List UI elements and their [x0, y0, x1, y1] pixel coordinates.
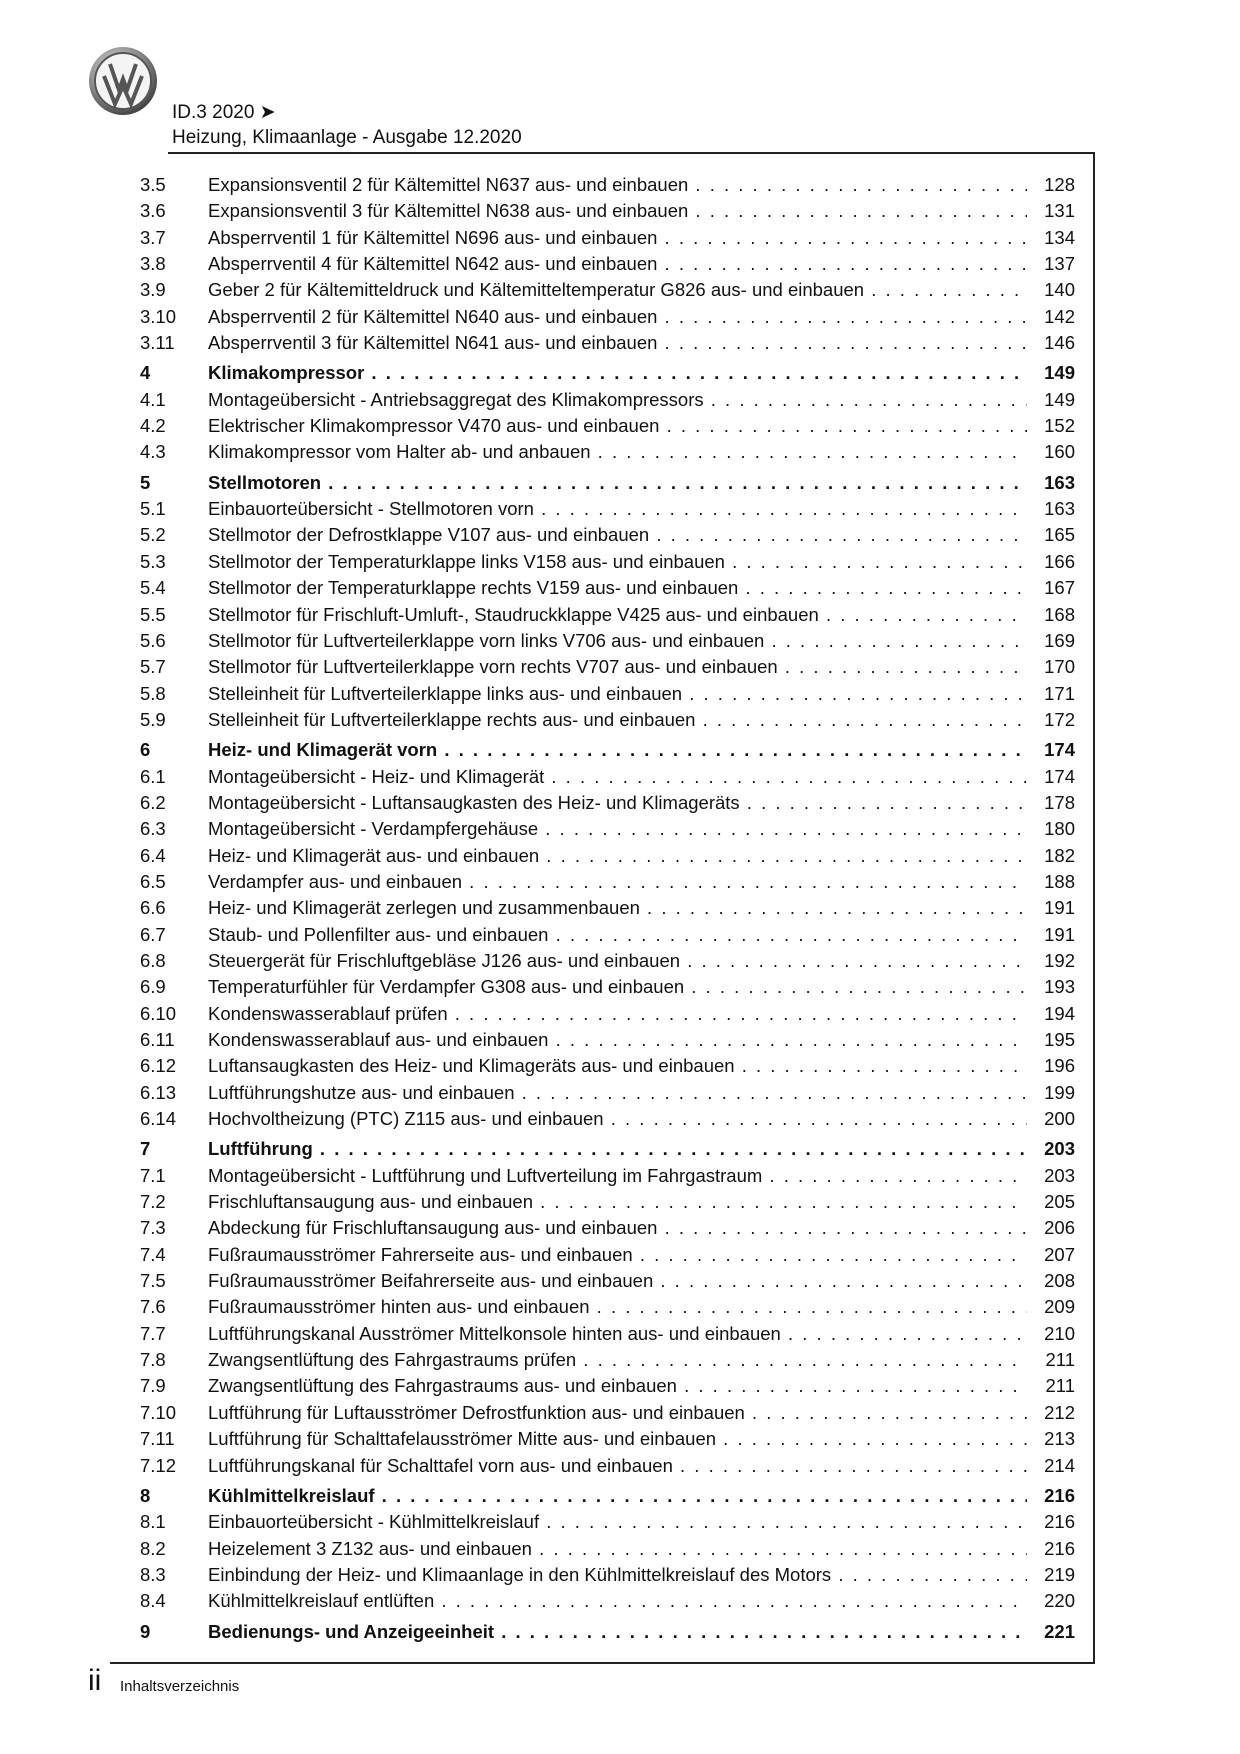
- toc-entry-page: 199: [1044, 1081, 1075, 1103]
- toc-entry-title: Stellmotoren . . .: [208, 470, 1027, 496]
- page-number: ii: [88, 1664, 102, 1697]
- toc-entry-page: 208: [1044, 1270, 1075, 1292]
- toc-entry-number: 7.7: [140, 1322, 166, 1344]
- toc-entry-title: Montageübersicht - Luftansaugkasten des Heiz- und Klimageräts . . .: [208, 790, 1027, 816]
- toc-entry-page: 221: [1044, 1620, 1075, 1642]
- toc-entry-row[interactable]: [140, 277, 1095, 303]
- toc-entry-number: 3.9: [140, 279, 166, 301]
- toc-entry-page: 152: [1044, 415, 1075, 437]
- toc-section-row[interactable]: [140, 470, 1095, 496]
- toc-entry-title: Montageübersicht - Luftführung und Luftverteilung im Fahrgastraum . . .: [208, 1163, 1027, 1189]
- toc-entry-row[interactable]: [140, 628, 1095, 654]
- toc-entry-row[interactable]: [140, 1509, 1095, 1535]
- toc-entry-row[interactable]: [140, 1027, 1095, 1053]
- toc-entry-title: Stellmotor der Temperaturklappe rechts V159 aus- und einbauen . . .: [208, 575, 1027, 601]
- toc-entry-row[interactable]: [140, 1053, 1095, 1079]
- toc-entry-page: 149: [1044, 362, 1075, 384]
- toc-entry-number: 7.3: [140, 1217, 166, 1239]
- toc-entry-title: Stelleinheit für Luftverteilerklappe links aus- und einbauen . . .: [208, 681, 1027, 707]
- toc-entry-row[interactable]: [140, 764, 1095, 790]
- toc-entry-page: 172: [1044, 708, 1075, 730]
- toc-entry-page: 191: [1044, 923, 1075, 945]
- toc-entry-page: 214: [1044, 1454, 1075, 1476]
- toc-entry-number: 7.12: [140, 1454, 177, 1476]
- toc-entry-title: Stellmotor für Luftverteilerklappe vorn links V706 aus- und einbauen . . .: [208, 628, 1027, 654]
- toc-entry-row[interactable]: [140, 681, 1095, 707]
- toc-entry-title: Klimakompressor . . .: [208, 360, 1027, 386]
- vw-logo-icon: [88, 46, 158, 116]
- toc-entry-number: 8.3: [140, 1563, 166, 1585]
- toc-entry-row[interactable]: [140, 1453, 1095, 1479]
- toc-entry-title: Expansionsventil 2 für Kältemittel N637 aus- und einbauen . . .: [208, 172, 1027, 198]
- toc-entry-title: Stellmotor der Defrostklappe V107 aus- und einbauen . . .: [208, 522, 1027, 548]
- toc-entry-title: Einbauorteübersicht - Stellmotoren vorn . . .: [208, 496, 1027, 522]
- toc-entry-row[interactable]: [140, 1001, 1095, 1027]
- toc-entry-page: 171: [1044, 682, 1075, 704]
- toc-entry-title: Steuergerät für Frischluftgebläse J126 aus- und einbauen . . .: [208, 948, 1027, 974]
- toc-entry-title: Einbauorteübersicht - Kühlmittelkreislauf . . .: [208, 1509, 1027, 1535]
- toc-entry-page: 169: [1044, 629, 1075, 651]
- toc-entry-page: 216: [1044, 1484, 1075, 1506]
- toc-entry-row[interactable]: [140, 439, 1095, 465]
- toc-entry-page: 160: [1044, 441, 1075, 463]
- toc-entry-number: 5.3: [140, 550, 166, 572]
- toc-entry-title: Absperrventil 4 für Kältemittel N642 aus- und einbauen . . .: [208, 251, 1027, 277]
- toc-entry-row[interactable]: [140, 1189, 1095, 1215]
- toc-entry-page: 131: [1044, 200, 1075, 222]
- toc-entry-row[interactable]: [140, 1321, 1095, 1347]
- toc-entry-number: 6.2: [140, 791, 166, 813]
- toc-entry-row[interactable]: [140, 1294, 1095, 1320]
- toc-entry-page: 134: [1044, 226, 1075, 248]
- toc-entry-row[interactable]: [140, 1588, 1095, 1614]
- toc-entry-page: 216: [1044, 1537, 1075, 1559]
- toc-entry-row[interactable]: [140, 225, 1095, 251]
- toc-entry-row[interactable]: [140, 869, 1095, 895]
- toc-entry-row[interactable]: [140, 1536, 1095, 1562]
- toc-entry-title: Luftführungskanal für Schalttafel vorn aus- und einbauen . . .: [208, 1453, 1027, 1479]
- toc-entry-number: 5.1: [140, 498, 166, 520]
- toc-entry-row[interactable]: [140, 172, 1095, 198]
- toc-entry-row[interactable]: [140, 948, 1095, 974]
- toc-entry-row[interactable]: [140, 387, 1095, 413]
- toc-entry-row[interactable]: [140, 1347, 1095, 1373]
- toc-entry-page: 128: [1044, 174, 1075, 195]
- toc-entry-page: 188: [1044, 870, 1075, 892]
- toc-entry-row[interactable]: [140, 1242, 1095, 1268]
- footer-label: Inhaltsverzeichnis: [120, 1678, 240, 1695]
- toc-entry-number: 5.4: [140, 577, 166, 599]
- toc-entry-row[interactable]: [140, 974, 1095, 1000]
- toc-entry-row[interactable]: [140, 1163, 1095, 1189]
- toc-entry-number: 6.8: [140, 949, 166, 971]
- toc-entry-row[interactable]: [140, 707, 1095, 733]
- toc-entry-title: Luftführung für Schalttafelausströmer Mitte aus- und einbauen . . .: [208, 1426, 1027, 1452]
- toc-entry-number: 6.5: [140, 870, 166, 892]
- toc-entry-title: Montageübersicht - Heiz- und Klimagerät . . .: [208, 764, 1027, 790]
- toc-entry-number: 6: [140, 739, 151, 761]
- toc-entry-title: Verdampfer aus- und einbauen . . .: [208, 869, 1027, 895]
- toc-entry-number: 6.3: [140, 818, 166, 840]
- toc-entry-page: 149: [1044, 388, 1075, 410]
- toc-entry-title: Klimakompressor vom Halter ab- und anbauen . . .: [208, 439, 1027, 465]
- toc-entry-page: 192: [1044, 949, 1075, 971]
- toc-entry-row[interactable]: [140, 1400, 1095, 1426]
- toc-entry-title: Fußraumausströmer Beifahrerseite aus- und einbauen . . .: [208, 1268, 1027, 1294]
- toc-entry-title: Einbindung der Heiz- und Klimaanlage in den Kühlmittelkreislauf des Motors . . .: [208, 1562, 1027, 1588]
- toc-section-row[interactable]: [140, 1483, 1095, 1509]
- toc-entry-number: 7.1: [140, 1164, 166, 1186]
- toc-entry-page: 163: [1044, 471, 1075, 493]
- toc-entry-title: Absperrventil 2 für Kältemittel N640 aus- und einbauen . . .: [208, 304, 1027, 330]
- toc-entry-page: 163: [1044, 498, 1075, 520]
- toc-entry-number: 8: [140, 1484, 151, 1506]
- toc-entry-title: Geber 2 für Kältemitteldruck und Kältemitteltemperatur G826 aus- und einbauen . . .: [208, 277, 1027, 303]
- toc-entry-row[interactable]: [140, 922, 1095, 948]
- toc-entry-page: 166: [1044, 550, 1075, 572]
- toc-entry-number: 6.12: [140, 1055, 177, 1077]
- toc-entry-number: 4.2: [140, 415, 166, 437]
- toc-entry-page: 220: [1044, 1590, 1075, 1612]
- toc-entry-page: 137: [1044, 253, 1075, 275]
- toc-entry-number: 8.2: [140, 1537, 166, 1559]
- toc-entry-number: 6.9: [140, 976, 166, 998]
- document-title: ID.3 2020 ➤: [172, 102, 276, 123]
- toc-entry-page: 170: [1044, 656, 1075, 678]
- toc-entry-title: Luftführung für Luftausströmer Defrostfunktion aus- und einbauen . . .: [208, 1400, 1027, 1426]
- toc-entry-row[interactable]: [140, 1215, 1095, 1241]
- toc-entry-number: 3.11: [140, 332, 175, 354]
- toc-entry-row[interactable]: [140, 895, 1095, 921]
- toc-entry-title: Absperrventil 3 für Kältemittel N641 aus- und einbauen . . .: [208, 330, 1027, 356]
- toc-entry-row[interactable]: [140, 496, 1095, 522]
- toc-entry-title: Kühlmittelkreislauf . . .: [208, 1483, 1027, 1509]
- toc-entry-title: Montageübersicht - Antriebsaggregat des Klimakompressors . . .: [208, 387, 1027, 413]
- toc-entry-number: 5.5: [140, 603, 166, 625]
- toc-entry-row[interactable]: [140, 790, 1095, 816]
- toc-entry-page: 196: [1044, 1055, 1075, 1077]
- toc-entry-row[interactable]: [140, 575, 1095, 601]
- toc-entry-title: Absperrventil 1 für Kältemittel N696 aus- und einbauen . . .: [208, 225, 1027, 251]
- toc-entry-title: Luftführungskanal Ausströmer Mittelkonsole hinten aus- und einbauen . . .: [208, 1321, 1027, 1347]
- table-of-contents: [140, 172, 1095, 1645]
- toc-section-row[interactable]: [140, 1136, 1095, 1162]
- toc-entry-number: 9: [140, 1620, 151, 1642]
- toc-entry-number: 7: [140, 1138, 151, 1160]
- toc-entry-page: 142: [1044, 305, 1075, 327]
- toc-entry-number: 8.4: [140, 1590, 166, 1612]
- toc-entry-number: 7.8: [140, 1349, 166, 1371]
- toc-entry-row[interactable]: [140, 816, 1095, 842]
- toc-entry-title: Stellmotor für Frischluft-Umluft-, Staudruckklappe V425 aus- und einbauen . . .: [208, 602, 1027, 628]
- toc-entry-title: Zwangsentlüftung des Fahrgastraums prüfen . . .: [208, 1347, 1027, 1373]
- toc-entry-title: Staub- und Pollenfilter aus- und einbauen . . .: [208, 922, 1027, 948]
- toc-entry-title: Kühlmittelkreislauf entlüften . . .: [208, 1588, 1027, 1614]
- toc-entry-row[interactable]: [140, 251, 1095, 277]
- toc-entry-number: 3.10: [140, 305, 177, 327]
- toc-entry-title: Elektrischer Klimakompressor V470 aus- und einbauen . . .: [208, 413, 1027, 439]
- toc-entry-number: 6.10: [140, 1002, 177, 1024]
- toc-entry-title: Abdeckung für Frischluftansaugung aus- und einbauen . . .: [208, 1215, 1027, 1241]
- toc-entry-page: 206: [1044, 1217, 1075, 1239]
- toc-entry-row[interactable]: [140, 1080, 1095, 1106]
- toc-entry-title: Heiz- und Klimagerät aus- und einbauen . . .: [208, 843, 1027, 869]
- toc-entry-page: 191: [1044, 897, 1075, 919]
- toc-entry-title: Montageübersicht - Verdampfergehäuse . . .: [208, 816, 1027, 842]
- toc-entry-number: 5.8: [140, 682, 166, 704]
- toc-entry-title: Luftansaugkasten des Heiz- und Klimageräts aus- und einbauen . . .: [208, 1053, 1027, 1079]
- toc-entry-number: 7.9: [140, 1375, 166, 1397]
- toc-entry-page: 193: [1044, 976, 1075, 998]
- toc-entry-title: Temperaturfühler für Verdampfer G308 aus- und einbauen . . .: [208, 974, 1027, 1000]
- toc-entry-number: 5: [140, 471, 151, 493]
- toc-entry-number: 5.9: [140, 708, 166, 730]
- toc-entry-number: 7.10: [140, 1401, 177, 1423]
- toc-entry-page: 210: [1044, 1322, 1075, 1344]
- toc-entry-title: Zwangsentlüftung des Fahrgastraums aus- und einbauen . . .: [208, 1373, 1027, 1399]
- toc-entry-title: Frischluftansaugung aus- und einbauen . . .: [208, 1189, 1027, 1215]
- toc-entry-number: 7.4: [140, 1243, 166, 1265]
- toc-entry-title: Stellmotor der Temperaturklappe links V158 aus- und einbauen . . .: [208, 549, 1027, 575]
- toc-entry-number: 3.6: [140, 200, 166, 222]
- header-rule: [168, 152, 1095, 154]
- toc-entry-page: 203: [1044, 1138, 1075, 1160]
- toc-entry-row[interactable]: [140, 1426, 1095, 1452]
- toc-entry-page: 211: [1045, 1349, 1075, 1371]
- toc-entry-page: 194: [1044, 1002, 1075, 1024]
- toc-entry-page: 168: [1044, 603, 1075, 625]
- toc-entry-number: 5.7: [140, 656, 166, 678]
- toc-entry-title: Bedienungs- und Anzeigeeinheit . . .: [208, 1619, 1027, 1645]
- toc-entry-title: Heiz- und Klimagerät zerlegen und zusammenbauen . . .: [208, 895, 1027, 921]
- toc-entry-title: Kondenswasserablauf prüfen . . .: [208, 1001, 1027, 1027]
- toc-entry-number: 6.11: [140, 1029, 175, 1050]
- toc-entry-row[interactable]: [140, 198, 1095, 224]
- toc-entry-number: 6.4: [140, 844, 166, 866]
- toc-entry-title: Stellmotor für Luftverteilerklappe vorn rechts V707 aus- und einbauen . . .: [208, 654, 1027, 680]
- toc-entry-page: 212: [1044, 1401, 1075, 1423]
- toc-entry-row[interactable]: [140, 522, 1095, 548]
- toc-entry-number: 4.1: [140, 388, 166, 410]
- document-subtitle: Heizung, Klimaanlage - Ausgabe 12.2020: [172, 127, 522, 148]
- toc-entry-title: Fußraumausströmer Fahrerseite aus- und einbauen . . .: [208, 1242, 1027, 1268]
- toc-entry-number: 6.7: [140, 923, 166, 945]
- toc-entry-page: 178: [1044, 791, 1075, 813]
- toc-entry-row[interactable]: [140, 304, 1095, 330]
- toc-entry-number: 7.6: [140, 1296, 166, 1318]
- toc-entry-row[interactable]: [140, 413, 1095, 439]
- toc-entry-page: 209: [1044, 1296, 1075, 1318]
- toc-entry-number: 4.3: [140, 441, 166, 463]
- toc-entry-number: 5.2: [140, 524, 166, 546]
- toc-entry-number: 7.11: [140, 1428, 175, 1450]
- toc-entry-number: 8.1: [140, 1511, 166, 1533]
- toc-entry-page: 203: [1044, 1164, 1075, 1186]
- toc-entry-title: Luftführung . . .: [208, 1136, 1027, 1162]
- toc-entry-number: 6.13: [140, 1081, 177, 1103]
- toc-entry-number: 6.6: [140, 897, 166, 919]
- toc-entry-title: Hochvoltheizung (PTC) Z115 aus- und einbauen . . .: [208, 1106, 1027, 1132]
- toc-entry-number: 5.6: [140, 629, 166, 651]
- toc-entry-page: 205: [1044, 1191, 1075, 1213]
- toc-entry-row[interactable]: [140, 843, 1095, 869]
- toc-entry-page: 216: [1044, 1511, 1075, 1533]
- toc-entry-page: 200: [1044, 1108, 1075, 1130]
- toc-entry-title: Luftführungshutze aus- und einbauen . . .: [208, 1080, 1027, 1106]
- toc-entry-page: 182: [1044, 844, 1075, 866]
- toc-entry-row[interactable]: [140, 602, 1095, 628]
- toc-entry-page: 146: [1044, 332, 1075, 354]
- toc-entry-number: 3.8: [140, 253, 166, 275]
- toc-entry-number: 3.5: [140, 174, 166, 195]
- toc-entry-page: 219: [1044, 1563, 1075, 1585]
- toc-entry-title: Heiz- und Klimagerät vorn . . .: [208, 737, 1027, 763]
- toc-entry-number: 6.14: [140, 1108, 177, 1130]
- toc-entry-row[interactable]: [140, 549, 1095, 575]
- footer-rule: [110, 1662, 1095, 1664]
- toc-entry-number: 3.7: [140, 226, 166, 248]
- toc-entry-row[interactable]: [140, 1562, 1095, 1588]
- toc-entry-number: 6.1: [140, 765, 166, 787]
- toc-section-row[interactable]: [140, 1619, 1095, 1645]
- toc-entry-title: Fußraumausströmer hinten aus- und einbauen . . .: [208, 1294, 1027, 1320]
- toc-entry-page: 167: [1044, 577, 1075, 599]
- toc-entry-page: 140: [1044, 279, 1075, 301]
- toc-entry-page: 213: [1044, 1428, 1075, 1450]
- toc-entry-row[interactable]: [140, 1106, 1095, 1132]
- toc-entry-page: 165: [1044, 524, 1075, 546]
- toc-entry-row[interactable]: [140, 330, 1095, 356]
- toc-entry-page: 207: [1044, 1243, 1075, 1265]
- toc-entry-page: 174: [1044, 739, 1075, 761]
- toc-entry-title: Stelleinheit für Luftverteilerklappe rechts aus- und einbauen . . .: [208, 707, 1027, 733]
- toc-entry-title: Kondenswasserablauf aus- und einbauen . . .: [208, 1027, 1027, 1053]
- toc-section-row[interactable]: [140, 737, 1095, 763]
- toc-section-row[interactable]: [140, 360, 1095, 386]
- toc-entry-title: Heizelement 3 Z132 aus- und einbauen . . .: [208, 1536, 1027, 1562]
- toc-entry-page: 211: [1045, 1375, 1075, 1397]
- toc-entry-title: Expansionsventil 3 für Kältemittel N638 aus- und einbauen . . .: [208, 198, 1027, 224]
- toc-entry-number: 4: [140, 362, 151, 384]
- toc-entry-row[interactable]: [140, 1268, 1095, 1294]
- toc-entry-number: 7.5: [140, 1270, 166, 1292]
- toc-entry-page: 195: [1044, 1029, 1075, 1050]
- toc-entry-row[interactable]: [140, 654, 1095, 680]
- toc-entry-page: 174: [1044, 765, 1075, 787]
- toc-entry-page: 180: [1044, 818, 1075, 840]
- toc-entry-row[interactable]: [140, 1373, 1095, 1399]
- toc-entry-number: 7.2: [140, 1191, 166, 1213]
